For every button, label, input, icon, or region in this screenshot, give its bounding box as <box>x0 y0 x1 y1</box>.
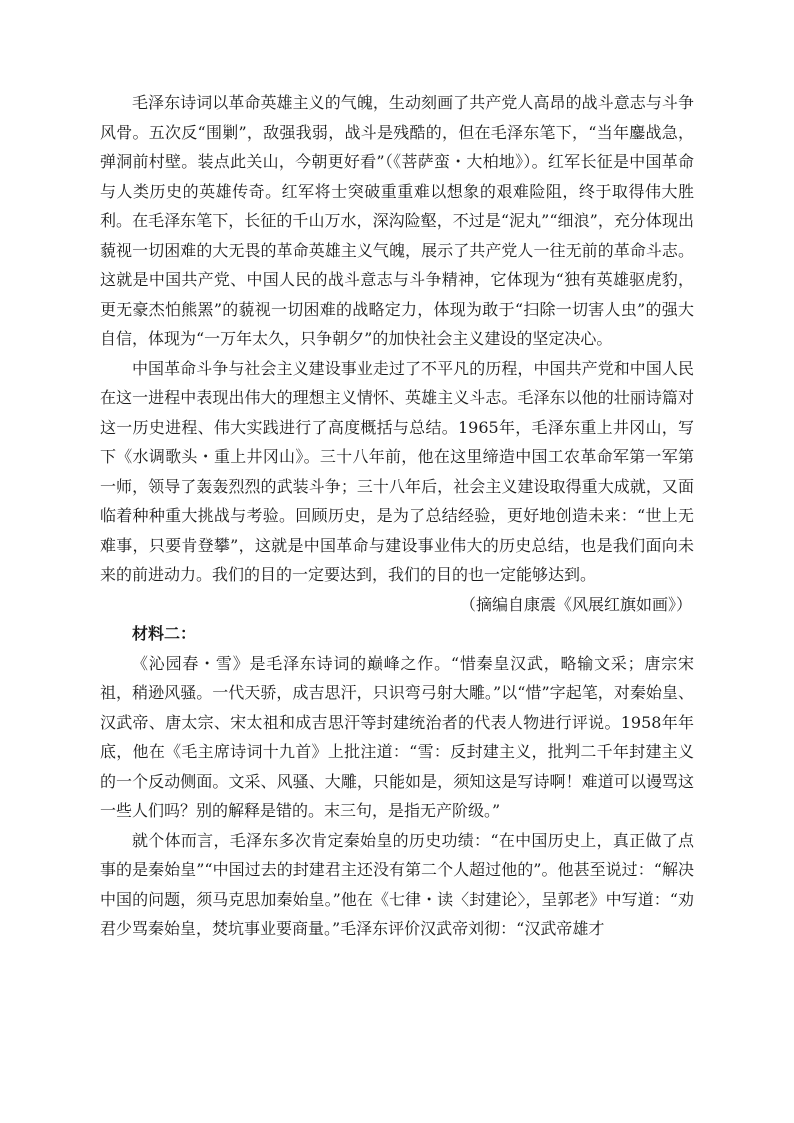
paragraph-2: 中国革命斗争与社会主义建设事业走过了不平凡的历程，中国共产党和中国人民在这一进程中表现出伟大的理想主义情怀、英雄主义斗志。毛泽东以他的壮丽诗篇对这一历史进程、伟大实践进行了高度概括与总结。1965年，毛泽东重上井冈山，写下《水调歌头・重上井冈山》。三十八年前，他在这里缔造中国工农革命军第一军第一师，领导了轰轰烈烈的武装斗争；三十八年后，社会主义建设取得重大成就，又面临着种种重大挑战与考验。回顾历史，是为了总结经验，更好地创造未来：“世上无难事，只要肯登攀”，这就是中国革命与建设事业伟大的历史总结，也是我们面向未来的前进动力。我们的目的一定要达到，我们的目的也一定能够达到。 <box>100 358 694 584</box>
document-body <box>100 88 694 944</box>
section-heading-material-2: 材料二： <box>132 624 197 643</box>
source-citation: （摘编自康震《风展红旗如画》） <box>459 594 692 614</box>
paragraph-3: 《沁园春・雪》是毛泽东诗词的巅峰之作。“惜秦皇汉武，略输文采；唐宗宋祖，稍逊风骚。一代天骄，成吉思汗，只识弯弓射大雕。”以“惜”字起笔，对秦始皇、汉武帝、唐太宗、宋太祖和成吉思汗等封建统治者的代表人物进行评说。1958年年底，他在《毛主席诗词十九首》上批注道：“雪：反封建主义，批判二千年封建主义的一个反动侧面。文采、风骚、大雕，只能如是，须知这是写诗啊！难道可以谩骂这一些人们吗？别的解释是错的。末三句，是指无产阶级。” <box>100 653 694 820</box>
paragraph-4: 就个体而言，毛泽东多次肯定秦始皇的历史功绩：“在中国历史上，真正做了点事的是秦始皇”“中国过去的封建君主还没有第二个人超过他的”。他甚至说过：“解决中国的问题，须马克思加秦始皇。”他在《七律・读〈封建论〉，呈郭老》中写道：“劝君少骂秦始皇，焚坑事业要商量。”毛泽东评价汉武帝刘彻：“汉武帝雄才 <box>100 830 694 938</box>
paragraph-1: 毛泽东诗词以革命英雄主义的气魄，生动刻画了共产党人高昂的战斗意志与斗争风骨。五次反“围剿”，敌强我弱，战斗是残酷的，但在毛泽东笔下，“当年鏖战急，弹洞前村壁。装点此关山，今朝更好看”（《菩萨蛮・大柏地》）。红军长征是中国革命与人类历史的英雄传奇。红军将士突破重重难以想象的艰难险阻，终于取得伟大胜利。在毛泽东笔下，长征的千山万水，深沟险壑，不过是“泥丸”“细浪”，充分体现出藐视一切困难的大无畏的革命英雄主义气魄，展示了共产党人一往无前的革命斗志。这就是中国共产党、中国人民的战斗意志与斗争精神，它体现为“独有英雄驱虎豹，更无豪杰怕熊罴”的藐视一切困难的战略定力，体现为敢于“扫除一切害人虫”的强大自信，体现为“一万年太久，只争朝夕”的加快社会主义建设的坚定决心。 <box>100 93 694 348</box>
